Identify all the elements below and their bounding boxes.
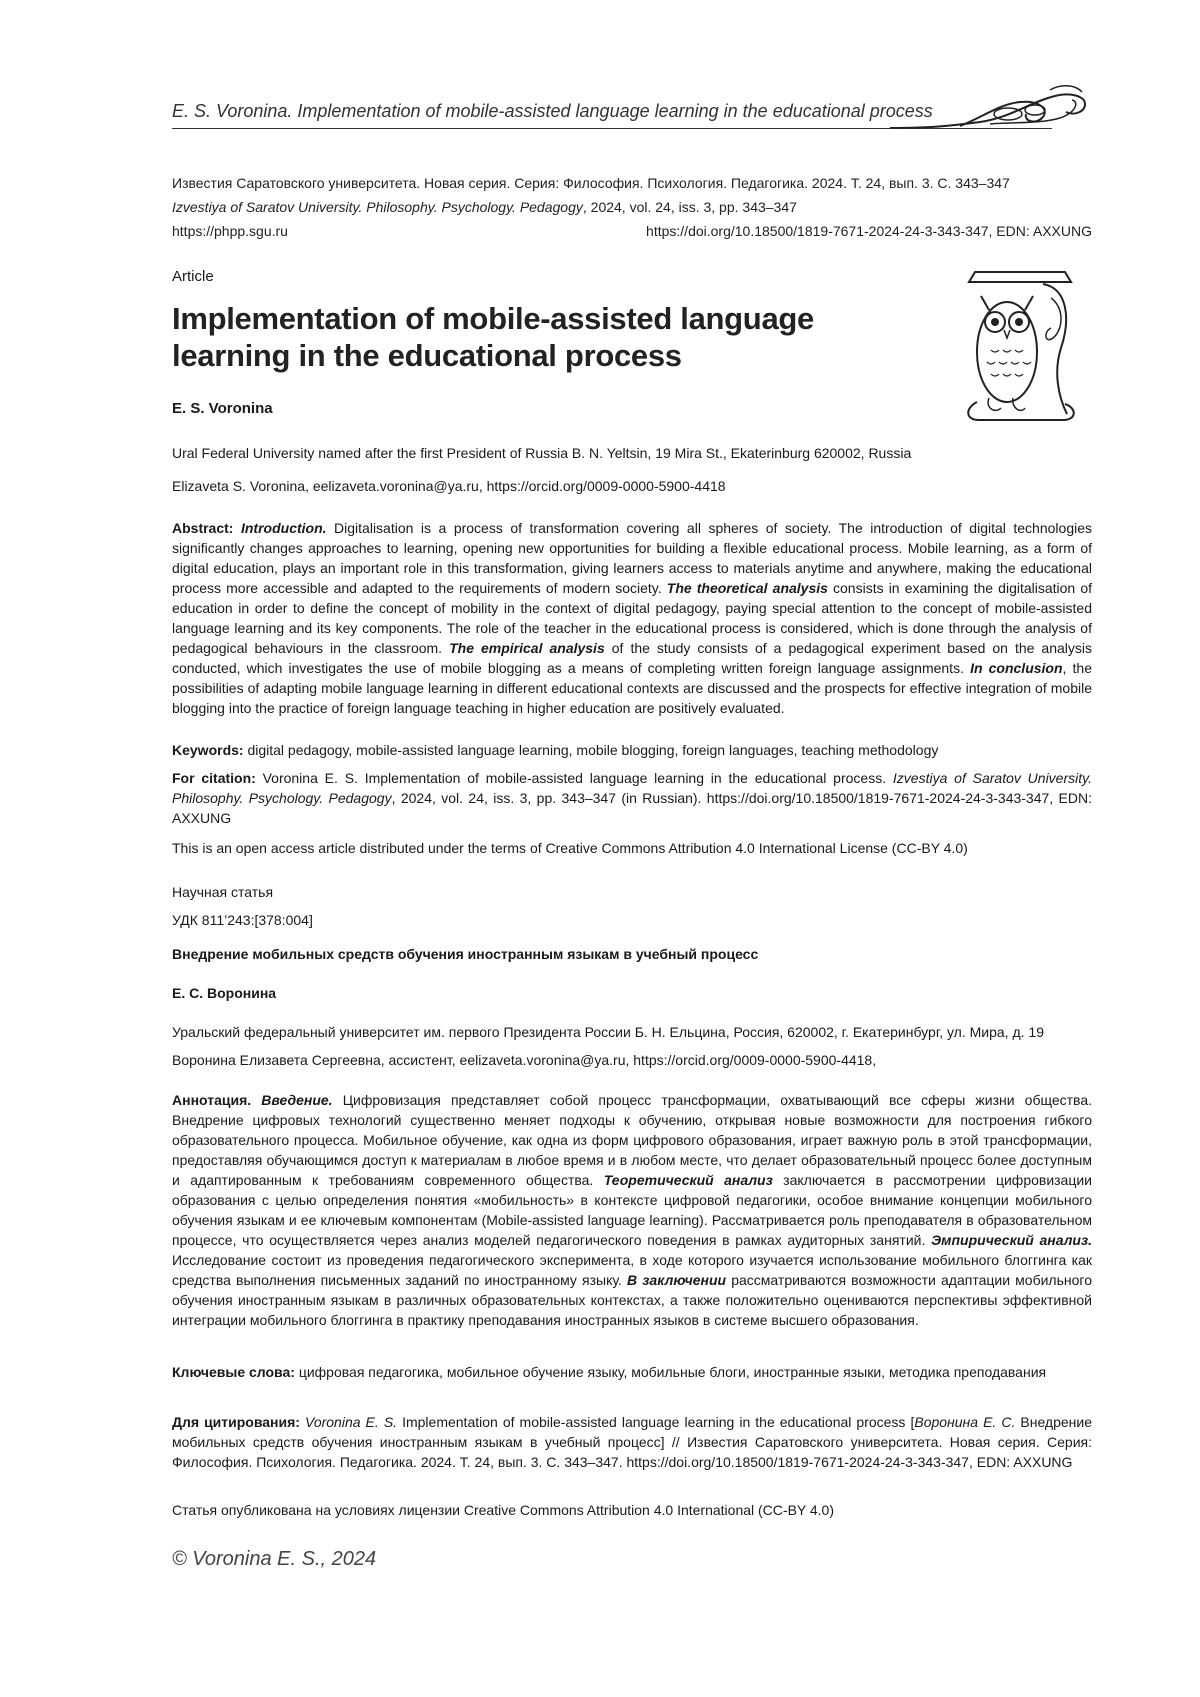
- abstract-conclusion-label: In conclusion: [970, 660, 1063, 676]
- ru-udk: УДК 811’243:[378:004]: [172, 912, 313, 928]
- keywords-label: Keywords:: [172, 742, 244, 758]
- ru-title: Внедрение мобильных средств обучения иностранным языкам в учебный процесс: [172, 946, 759, 962]
- abstract-label: Abstract:: [172, 520, 234, 536]
- ru-abstract-theory-text: заключается в рассмотрении цифровизации образования с целью определения понятия «мобильность» в контексте цифровой педагогики, особое внимание концепции мобильного обучения языкам и ее ключевым компонентам (Mobile-assisted language learning). Рассматривается роль преподавателя в образовательном процессе, что осуществляется через анализ моделей педагогического поведения в рамках аудиторных занятий.: [172, 1172, 1093, 1248]
- ru-citation-mid: Implementation of mobile-assisted language learning in the educational process [: [397, 1414, 915, 1430]
- citation-label: For citation:: [172, 770, 256, 786]
- header-ornament-icon: [890, 82, 1090, 142]
- ru-citation-author: Voronina E. S.: [305, 1414, 398, 1430]
- keywords-paragraph: [172, 740, 1092, 760]
- ru-abstract-empirical-label: Эмпирический анализ.: [931, 1232, 1092, 1248]
- abstract-conclusion-text: , the possibilities of adapting mobile language learning in different educational contexts are discussed and the prospects for effective integration of mobile blogging into the practice of foreign language teaching in higher education are positively evaluated.: [172, 660, 1092, 716]
- ru-affiliation: Уральский федеральный университет им. первого Президента России Б. Н. Ельцина, Россия, 620002, г. Екатеринбург, ул. Мира, д. 19: [172, 1024, 1044, 1040]
- ru-keywords-paragraph: [172, 1362, 1092, 1382]
- ru-citation-paragraph: [172, 1412, 1092, 1472]
- ru-abstract-intro-label: Введение.: [261, 1092, 333, 1108]
- abstract-intro-label: Introduction.: [240, 520, 327, 536]
- ru-abstract-label: Аннотация.: [172, 1092, 252, 1108]
- ru-citation-label: Для цитирования:: [172, 1414, 300, 1430]
- copyright: © Voronina E. S., 2024: [172, 1548, 377, 1570]
- citation-paragraph: [172, 768, 1092, 828]
- author-name: E. S. Voronina: [172, 400, 273, 417]
- citation-post: , 2024, vol. 24, iss. 3, pp. 343–347 (in Russian). https://doi.org/10.18500/1819-7671-2024-24-3-343-347, EDN: AXXUNG: [172, 790, 1093, 826]
- citation-pre: Voronina E. S. Implementation of mobile-assisted language learning in the educational process.: [255, 770, 893, 786]
- ru-abstract-conclusion-text: рассматриваются возможности адаптации мобильного обучения иностранным языкам в различных образовательных контекстах, а также положительно оцениваются перспективы эффективной интеграции мобильного блоггинга в практику преподавания иностранных языков в системе высшего образования.: [172, 1272, 1092, 1328]
- article-type: Article: [172, 268, 214, 285]
- journal-en-line: [172, 199, 797, 215]
- abstract-empirical-label: The empirical analysis: [449, 640, 605, 656]
- abstract-intro-text: Digitalisation is a process of transformation covering all spheres of society. The introduction of digital technologies significantly changes approaches to learning, opening new opportunities for building a flexible educational process. Mobile learning, as a form of digital education, plays an important role in this transformation, giving learners access to materials anytime and anywhere, making the educational process more accessible and adapted to the requirements of modern society.: [172, 520, 1092, 596]
- journal-site-link[interactable]: https://phpp.sgu.ru: [172, 223, 288, 239]
- abstract-empirical-text: of the study consists of a pedagogical experiment based on the analysis conducted, which investigates the use of mobile blogging as a means of completing written foreign language assignments.: [172, 640, 1093, 676]
- keywords-text: digital pedagogy, mobile-assisted language learning, mobile blogging, foreign languages, teaching methodology: [243, 742, 939, 758]
- article-title: Implementation of mobile-assisted language learning in the educational process: [172, 301, 814, 373]
- journal-doi-link[interactable]: https://doi.org/10.18500/1819-7671-2024-24-3-343-347, EDN: AXXUNG: [646, 223, 1092, 239]
- author-contact[interactable]: Elizaveta S. Voronina, eelizaveta.voronina@ya.ru, https://orcid.org/0009-0000-5900-4418: [172, 478, 726, 494]
- affiliation: Ural Federal University named after the first President of Russia B. N. Yeltsin, 19 Mira St., Ekaterinburg 620002, Russia: [172, 445, 912, 461]
- ru-abstract-conclusion-label: В заключении: [627, 1272, 727, 1288]
- ru-author: Е. С. Воронина: [172, 985, 277, 1001]
- abstract-theory-text: consists in examining the digitalisation of education in order to define the concept of mobility in the context of digital pedagogy, paying special attention to the concept of mobile-assisted language learning and its key components. The role of the teacher in the educational process is considered, which is done through the analysis of pedagogical behaviours in the classroom.: [172, 580, 1092, 656]
- ru-abstract-empirical-text: Исследование состоит из проведения педагогического эксперимента, в ходе которого изучается использование мобильного блоггинга как средства выполнения письменных заданий по иностранному языку.: [172, 1252, 1092, 1288]
- license-text: This is an open access article distributed under the terms of Creative Commons Attribution 4.0 International License (CC-BY 4.0): [172, 840, 968, 856]
- abstract-theory-label: The theoretical analysis: [666, 580, 828, 596]
- ru-abstract-intro-text: Цифровизация представляет собой процесс трансформации, охватывающий все сферы жизни общества. Внедрение цифровых технологий существенно меняет подходы к обучению, открывая новые возможности для построения гибкого образовательного процесса. Мобильное обучение, как одна из форм цифрового образования, играет важную роль в этой трансформации, предоставляя обучающимся доступ к материалам в любое время и в любом месте, что делает образовательный процесс более доступным и адаптированным к требованиям современного общества.: [172, 1092, 1093, 1188]
- ru-article-type: Научная статья: [172, 884, 274, 900]
- ru-keywords-label: Ключевые слова:: [172, 1364, 295, 1380]
- ru-contact[interactable]: Воронина Елизавета Сергеевна, ассистент, eelizaveta.voronina@ya.ru, https://orcid.org/0009-0000-5900-4418,: [172, 1052, 877, 1068]
- abstract-paragraph: [172, 518, 1092, 718]
- ru-abstract-theory-label: Теоретический анализ: [603, 1172, 773, 1188]
- citation-journal: Izvestiya of Saratov University. Philosophy. Psychology. Pedagogy: [172, 770, 1092, 806]
- journal-en-name: Izvestiya of Saratov University. Philosophy. Psychology. Pedagogy: [172, 199, 583, 215]
- ru-citation-post: Внедрение мобильных средств обучения иностранным языкам в учебный процесс] // Известия Саратовского университета. Новая серия. Серия: Философия. Психология. Педагогика. 2024. Т. 24, вып. 3. С. 343–347. https://doi.org/10.18500/1819-7671-2024-24-3-343-347, EDN: AXXUNG: [172, 1414, 1093, 1470]
- owl-emblem-icon: [955, 258, 1085, 428]
- running-header: E. S. Voronina. Implementation of mobile-assisted language learning in the educational process: [172, 101, 933, 121]
- ru-citation-ru-author: Воронина Е. С.: [914, 1414, 1016, 1430]
- ru-license-text: Статья опубликована на условиях лицензии Creative Commons Attribution 4.0 International (CC-BY 4.0): [172, 1502, 835, 1518]
- ru-abstract-paragraph: [172, 1090, 1092, 1330]
- ru-keywords-text: цифровая педагогика, мобильное обучение языку, мобильные блоги, иностранные языки, методика преподавания: [294, 1364, 1047, 1380]
- journal-ru-line: Известия Саратовского университета. Новая серия. Серия: Философия. Психология. Педагогика. 2024. Т. 24, вып. 3. С. 343–347: [172, 175, 1010, 191]
- journal-en-rest: , 2024, vol. 24, iss. 3, pp. 343–347: [582, 199, 797, 215]
